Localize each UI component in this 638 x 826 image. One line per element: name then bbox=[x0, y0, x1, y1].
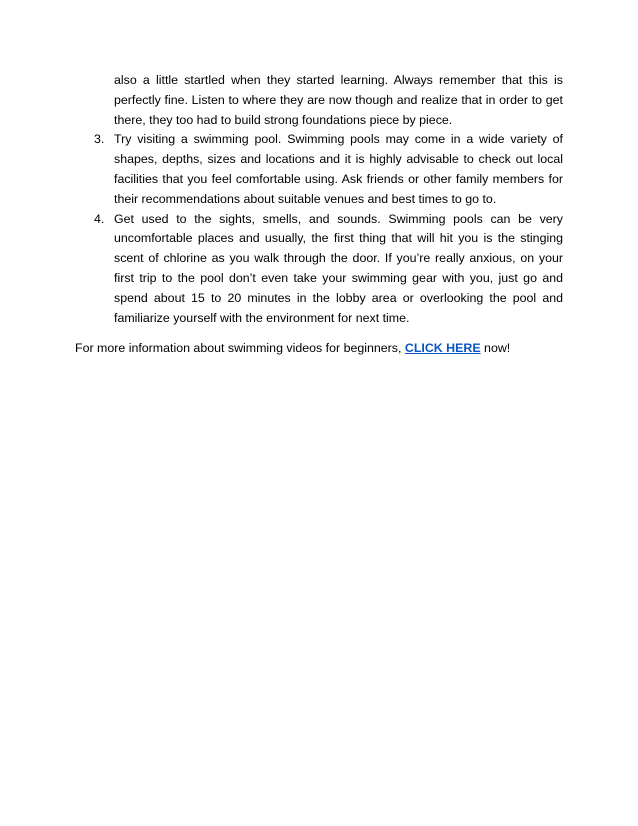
more-info-paragraph bbox=[75, 339, 575, 359]
numbered-list bbox=[75, 71, 563, 328]
list-item-number: 4. bbox=[94, 211, 105, 226]
list-item bbox=[75, 210, 563, 329]
more-info-suffix: now! bbox=[480, 341, 511, 355]
list-item-number: 3. bbox=[94, 132, 105, 147]
list-item bbox=[75, 130, 563, 209]
list-item bbox=[75, 71, 563, 130]
list-item-text: also a little startled when they started learning. Always remember that this is perfectly fine. Listen to where they are now though and realize that in order to get there, they too had to build strong foundations piece by piece. bbox=[114, 73, 563, 127]
list-item-text: Get used to the sights, smells, and sounds. Swimming pools can be very uncomfortable places and usually, the first thing that will hit you is the stinging scent of chlorine as you walk through the door. If you’re really anxious, on your first trip to the pool don’t even take your swimming gear with you, just go and spend about 15 to 20 minutes in the lobby area or overlooking the pool and familiarize yourself with the environment for next time. bbox=[114, 211, 563, 325]
click-here-link[interactable]: CLICK HERE bbox=[404, 341, 481, 355]
list-item-text: Try visiting a swimming pool. Swimming pools may come in a wide variety of shapes, depths, sizes and locations and it is highly advisable to check out local facilities that you feel comfortable using. Ask friends or other family members for their recommendations about suitable venues and best times to go to. bbox=[114, 132, 563, 206]
more-info-text: For more information about swimming videos for beginners, bbox=[75, 341, 405, 355]
